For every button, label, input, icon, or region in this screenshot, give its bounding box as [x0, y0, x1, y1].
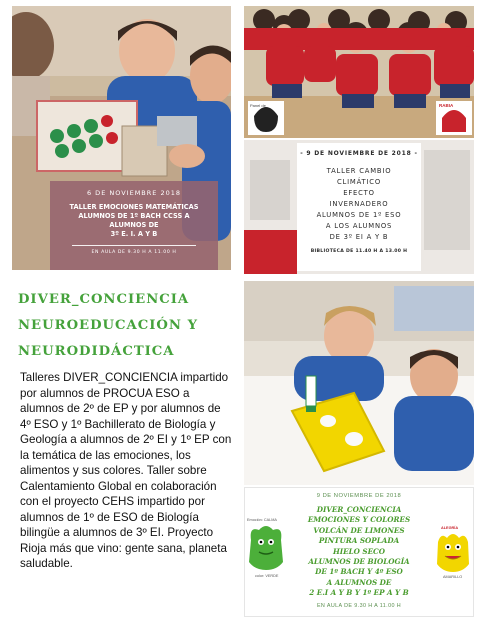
card-title: DIVER_CONCIENCIA EMOCIONES Y COLORES VOLCÁN DE LIMONES PINTURA SOPLADA HIELO SECO ALUMNOS DE BIOLOGÍA DE 1º BACH Y 4º ESO A ALUMNOS DE 2 E.I A Y B Y 1º EP A Y B [307, 505, 411, 598]
monster-label: ALEGRÍA [441, 526, 459, 530]
photo-children-sitting [244, 6, 474, 138]
monster-label: AMARILLO [443, 575, 463, 579]
card-title: TALLER EMOCIONES MATEMÁTICAS ALUMNOS DE 1º BACH CCSS A ALUMNOS DE 3º E. I. A Y B [69, 203, 199, 238]
divider [72, 245, 196, 246]
card-footer: EN AULA DE 9.30 H A 11.00 H [91, 250, 177, 255]
description-paragraph: Talleres DIVER_CONCIENCIA impartido por alumnos de PROCUA ESO a alumnos de 2º de EP y por alumnos de 4º ESO y 1º Bachillerato de Biología y Geología a alumnos de 2º EI y 1º EP con la temática de las emociones, los alimentos y sus colores. Taller sobre Calentamiento Global en colaboración con el proyecto CEHS impartido por alumnos de 1º de ESO de Biología bilingüe a alumnos de 3º EI. Proyecto Rioja más que vino: gente sana, planeta saludable. [20, 371, 232, 570]
photo-illustration [244, 281, 474, 485]
card-date: 9 DE NOVIEMBRE DE 2018 [316, 493, 402, 499]
card-date: - 9 DE NOVIEMBRE DE 2018 - [300, 150, 418, 157]
card-footer: EN AULA DE 9.30 H A 11.00 H [316, 602, 402, 609]
card-footer: BIBLIOTECA DE 11.40 H A 13.00 H [310, 249, 408, 254]
workshop-card-diver-conciencia [244, 487, 474, 617]
card-title: TALLER CAMBIO CLIMÁTICO EFECTO INVERNADERO ALUMNOS DE 1º ESO A LOS ALUMNOS DE 3º EI A Y B [316, 167, 402, 241]
heading-line: NEURODIDÁCTICA [18, 344, 175, 359]
sign-left-label: Panel de [250, 103, 266, 108]
green-monster-icon [247, 522, 285, 572]
heading-line: NEUROEDUCACIÓN Y [18, 318, 198, 333]
heading-line: DIVER_CONCIENCIA [18, 292, 190, 307]
yellow-monster-icon [435, 530, 471, 574]
workshop-card-matematicas [50, 181, 218, 270]
monster-label: Emoción: CALMA [247, 518, 277, 522]
workshop-card-cambio-climatico [244, 140, 474, 274]
photo-illustration [244, 6, 474, 138]
page-heading [18, 287, 238, 365]
photo-emociones-matematicas [12, 6, 231, 270]
card-date: 6 DE NOVIEMBRE 2018 [86, 189, 181, 197]
sign-right-label: RABIA [439, 103, 454, 108]
monster-label: color: VERDE [255, 574, 279, 578]
card-panel [297, 143, 421, 271]
photo-yellow-tray-experiment [244, 281, 474, 485]
